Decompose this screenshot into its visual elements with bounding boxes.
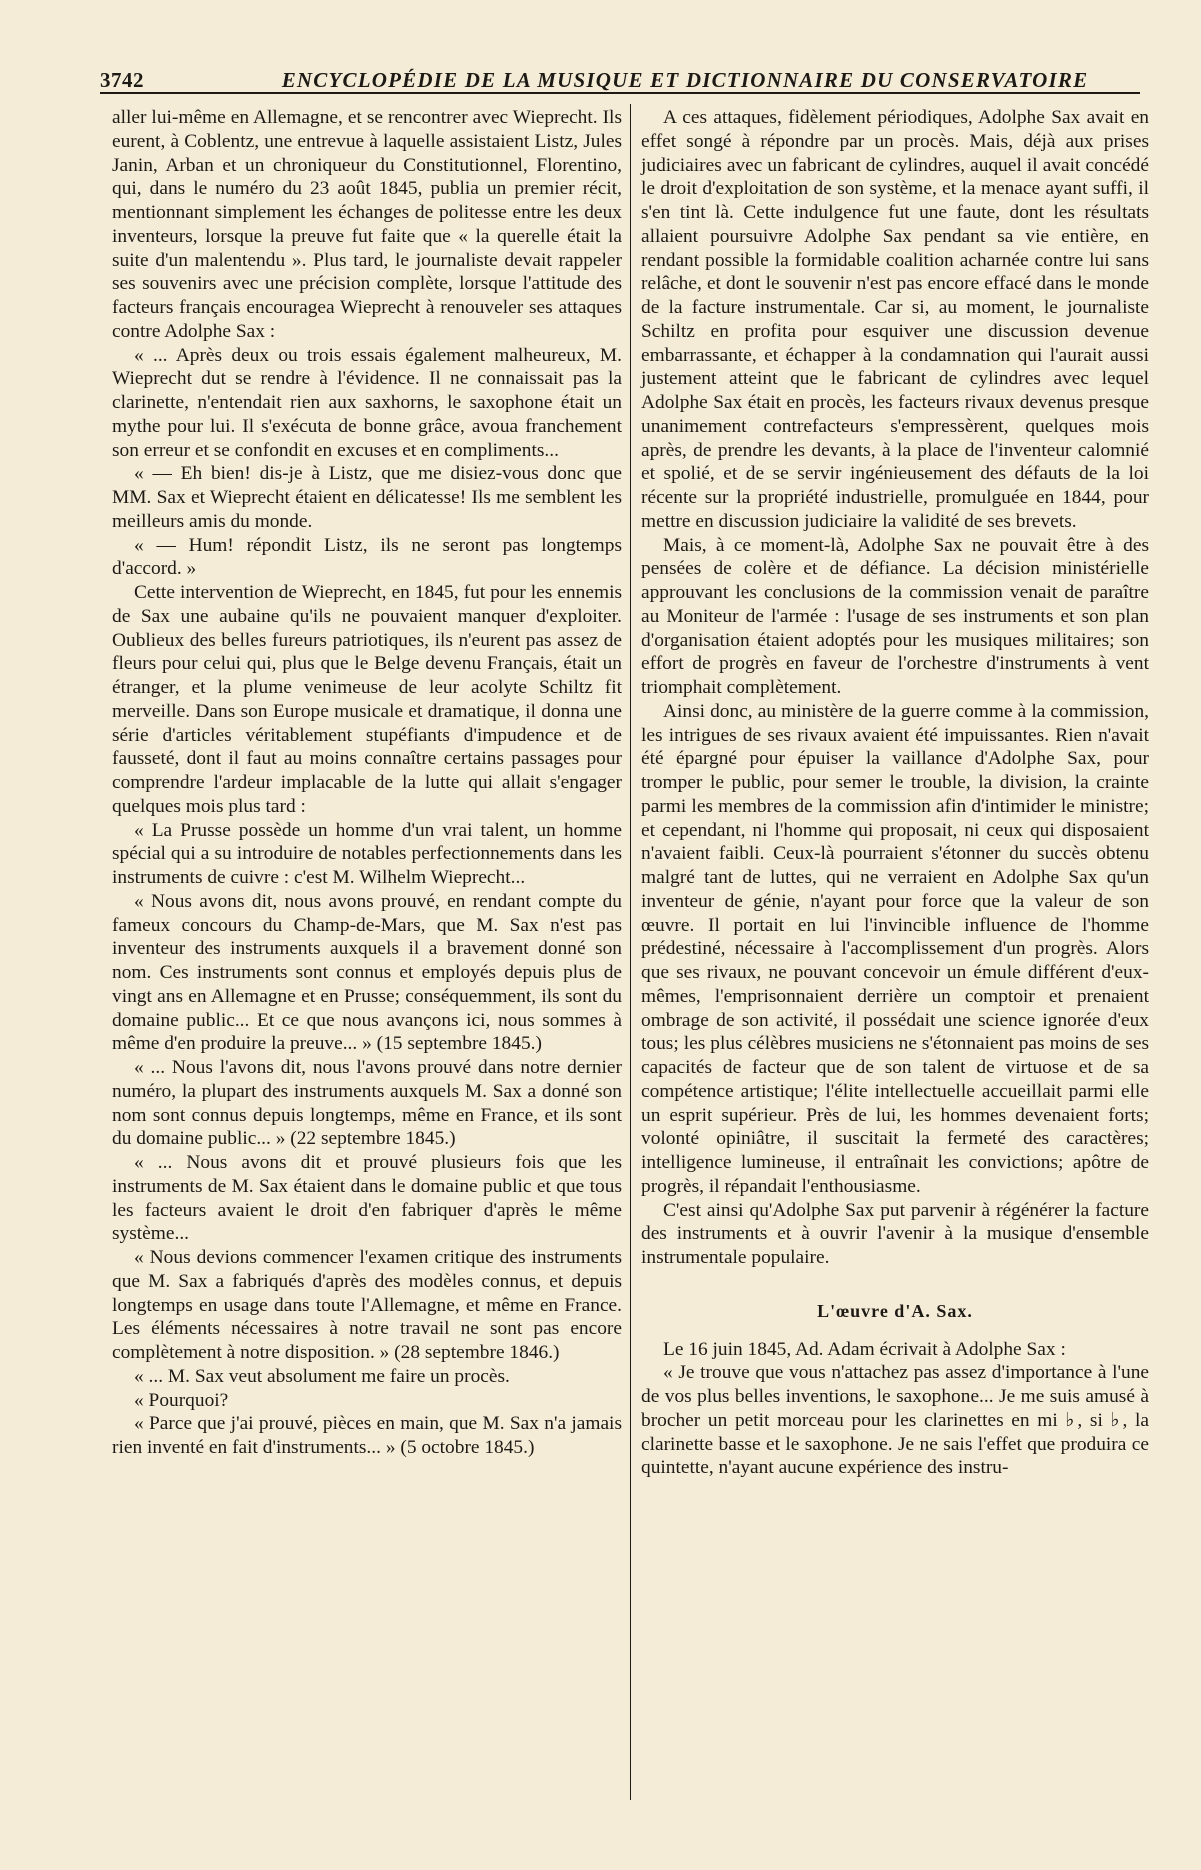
paragraph: Cette intervention de Wieprecht, en 1845, fut pour les ennemis de Sax une aubaine qu'ils ne pouvaient manquer d'exploiter. Oublieux des belles fureurs patriotiques, ils n'eurent pas assez de fleurs pour celui qui, plus que le Belge devenu Français, était un étranger, et la plume venimeuse de leur acolyte Schiltz fit merveille. Dans son Europe musicale et dramatique, il donna une série d'articles véritablement stupéfiants d'impudence et de fausseté, dont il faut au moins connaître certains passages pour comprendre l'ardeur implacable de la lutte qui allait s'engager quelques mois plus tard : <box>112 582 622 817</box>
paragraph: « ... Nous avons dit et prouvé plusieurs fois que les instruments de M. Sax étaient dans le domaine public et que tous les facteurs avaient le droit d'en fabriquer d'après le même système... <box>112 1152 622 1245</box>
paragraph: « Parce que j'ai prouvé, pièces en main, que M. Sax n'a jamais rien inventé en fait d'instruments... » (5 octobre 1845.) <box>112 1413 622 1458</box>
paragraph: « Pourquoi? <box>134 1389 229 1411</box>
paragraph: C'est ainsi qu'Adolphe Sax put parvenir à régénérer la facture des instruments et à ouvrir l'avenir à la musique d'ensemble instrumentale populaire. <box>641 1199 1149 1268</box>
paragraph: « — Hum! répondit Listz, ils ne seront pas longtemps d'accord. » <box>112 534 622 580</box>
paragraph: « Je trouve que vous n'attachez pas assez d'importance à l'une de vos plus belles inventions, le saxophone... Je me suis amusé à brocher un petit morceau pour les clarinettes en mi ♭, si ♭, la clarinette basse et le saxophone. Je ne sais l'effet que produira ce quintette, n'ayant aucune expérience des instru- <box>641 1362 1149 1479</box>
paragraph: aller lui-même en Allemagne, et se rencontrer avec Wieprecht. Ils eurent, à Coblentz, une entrevue à laquelle assistaient Listz, Jules Janin, Arban et un chroniqueur du Constitutionnel, Florentino, qui, dans le numéro du 23 août 1845, publia un premier récit, mentionnant simplement les échanges de politesse entre les deux inventeurs, lorsque la preuve fut faite que « la querelle était la suite d'un malentendu ». Plus tard, le journaliste devait rappeler ses souvenirs avec une précision complète, lorsque l'attitude des facteurs français encouragea Wieprecht à renouveler ses attaques contre Adolphe Sax : <box>112 107 622 342</box>
paragraph: Ainsi donc, au ministère de la guerre comme à la commission, les intrigues de ses rivaux avaient été impuissantes. Rien n'avait été épargné pour épuiser la vaillance d'Adolphe Sax, pour tromper le public, pour semer le trouble, la division, la crainte parmi les membres de la commission afin d'intimider le ministre; et cependant, ni l'homme qui proposait, ni ceux qui disposaient n'avaient faibli. Ceux-là pourraient s'étonner du succès obtenu malgré tant de luttes, qui ne verraient en Adolphe Sax qu'un inventeur de génie, n'ayant pour force que la valeur de son œuvre. Il portait en lui l'invincible influence de l'homme prédestiné, nécessaire à l'accomplissement d'un progrès. Alors que ses rivaux, ne pouvant concevoir un émule différent d'eux-mêmes, l'emprisonnaient derrière un comptoir et prenaient ombrage de son activité, il possédait une science ignorée d'eux tous; les plus célèbres musiciens ne s'étonnaient pas moins de ses capacités de facteur que de son talent de virtuose et de sa compétence artistique; l'élite intellectuelle accueillait parmi elle un esprit supérieur. Près de lui, les hommes devenaient forts; volonté opiniâtre, il suscitait la fermeté des caractères; intelligence lumineuse, il entraînait les convictions; apôtre de progrès, il répandait l'enthousiasme. <box>641 700 1149 1197</box>
paragraph: « ... Nous l'avons dit, nous l'avons prouvé dans notre dernier numéro, la plupart des instruments auxquels M. Sax a donné son nom sont connus depuis longtemps, même en France, et ils sont du domaine public... » (22 septembre 1845.) <box>112 1057 622 1150</box>
paragraph: « Nous avons dit, nous avons prouvé, en rendant compte du fameux concours du Champ-de-Mars, que M. Sax n'est pas inventeur des instruments auxquels il a bravement donné son nom. Ces instruments sont connus et employés depuis plus de vingt ans en Allemagne et en Prusse; conséquemment, ils sont du domaine public... Et ce que nous avançons ici, nous sommes à même d'en produire la preuve... » (15 septembre 1845.) <box>112 890 622 1055</box>
column-divider <box>630 104 631 1800</box>
page-number: 3742 <box>100 68 144 92</box>
paragraph: A ces attaques, fidèlement périodiques, Adolphe Sax avait en effet songé à répondre par un procès. Mais, déjà aux prises judiciaires avec un fabricant de cylindres, auquel il avait concédé le droit d'exploitation de son système, et la menace ayant suffi, il s'en tint là. Cette indulgence fut une faute, dont les résultats allaient poursuivre Adolphe Sax pendant sa vie entière, en rendant possible la formidable coalition acharnée contre lui sans relâche, et dont le souvenir n'est pas encore effacé dans le monde de la facture instrumentale. Car si, au moment, le journaliste Schiltz en profita pour esquiver une discussion devenue embarrassante, et échapper à la condamnation qui l'aurait aussi justement atteint que le fabricant de cylindres avec lequel Adolphe Sax était en procès, les facteurs rivaux devenus presque unanimement contrefacteurs s'empressèrent, quelques mois après, de prendre les devants, à la place de l'inventeur calomnié et spolié, et de se servir ingénieusement des défauts de la loi récente sur la propriété industrielle, promulguée en 1844, pour mettre en discussion judiciaire la validité de ses brevets. <box>641 107 1149 532</box>
running-title: ENCYCLOPÉDIE DE LA MUSIQUE ET DICTIONNAIRE DU CONSERVATOIRE <box>281 68 1089 92</box>
paragraph: « ... M. Sax veut absolument me faire un procès. <box>134 1365 510 1387</box>
section-heading: L'œuvre d'A. Sax. <box>817 1300 973 1321</box>
right-column <box>641 106 1149 1480</box>
paragraph: « La Prusse possède un homme d'un vrai talent, un homme spécial qui a su introduire de notables perfectionnements dans les instruments de cuivre : c'est M. Wilhelm Wieprecht... <box>112 819 622 888</box>
paragraph: « ... Après deux ou trois essais également malheureux, M. Wieprecht dut se rendre à l'évidence. Il ne connaissait pas la clarinette, n'entendait rien aux saxhorns, le saxophone était un mythe pour lui. Il s'exécuta de bonne grâce, avoua franchement son erreur et se confondit en excuses et en compliments... <box>112 344 622 461</box>
paragraph: « Nous devions commencer l'examen critique des instruments que M. Sax a fabriqués d'après des modèles connus, et depuis longtemps en usage dans toute l'Allemagne, et même en France. Les éléments nécessaires à notre travail ne sont pas encore complètement à notre disposition. » (28 septembre 1846.) <box>112 1247 622 1363</box>
paragraph: « — Eh bien! dis-je à Listz, que me disiez-vous donc que MM. Sax et Wieprecht étaient en délicatesse! Ils me semblent les meilleurs amis du monde. <box>112 463 622 532</box>
paragraph: Le 16 juin 1845, Ad. Adam écrivait à Adolphe Sax : <box>663 1338 1066 1360</box>
page-header <box>100 68 1140 94</box>
left-column <box>112 106 622 1460</box>
paragraph: Mais, à ce moment-là, Adolphe Sax ne pouvait être à des pensées de colère et de défiance. La décision ministérielle approuvant les conclusions de la commission venait de paraître au Moniteur de l'armée : l'usage de ses instruments et son plan d'organisation étaient adoptés pour les musiques militaires; son effort de progrès en faveur de l'orchestre d'instruments à vent triomphait complètement. <box>641 534 1149 698</box>
